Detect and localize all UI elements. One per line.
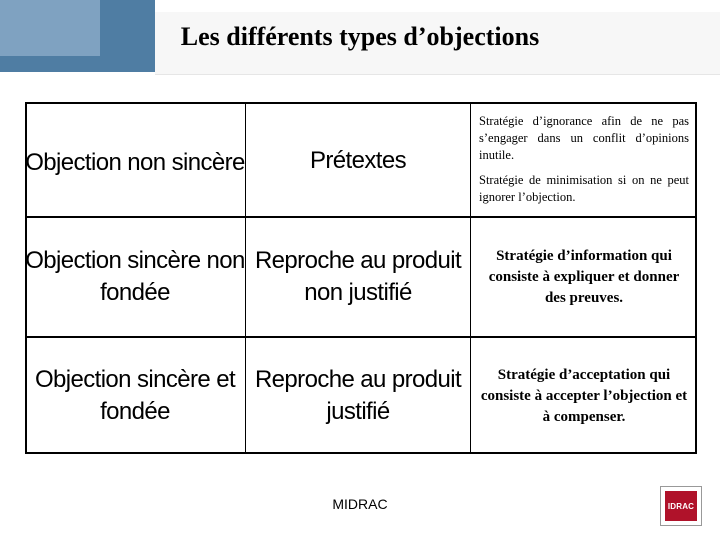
table-row-objection: Objection non sincère: [25, 149, 245, 176]
table-row-strategy: [471, 102, 697, 216]
table-row-reason: Prétextes: [310, 147, 406, 174]
table-row-objection: Objection sincère non fondée: [25, 247, 245, 306]
objections-table: [25, 102, 697, 454]
table-row-reason: Reproche au produit non justifié: [254, 247, 462, 306]
idrac-logo: [660, 486, 702, 526]
footer-text: MIDRAC: [332, 496, 388, 512]
decoration-square: [130, 62, 139, 72]
table-row-strategy: Stratégie d’acceptation qui consiste à accepter l’objection et à compenser.: [480, 366, 688, 425]
table-row-reason: Reproche au produit justifié: [254, 366, 462, 425]
table-row-objection: Objection sincère et fondée: [34, 366, 236, 425]
logo-mark: IDRAC: [665, 491, 697, 521]
strategy-minimisation: Stratégie de minimisation si on ne peut ignorer l’objection.: [479, 172, 689, 204]
table-row-strategy: Stratégie d’information qui consiste à expliquer et donner des preuves.: [488, 247, 680, 306]
slide-title: Les différents types d’objections: [180, 22, 540, 51]
decoration-square: [115, 62, 124, 72]
decoration-square: [100, 62, 109, 72]
strategy-ignorance: Stratégie d’ignorance afin de ne pas s’engager dans un conflit d’opinions inutile.: [479, 113, 689, 162]
